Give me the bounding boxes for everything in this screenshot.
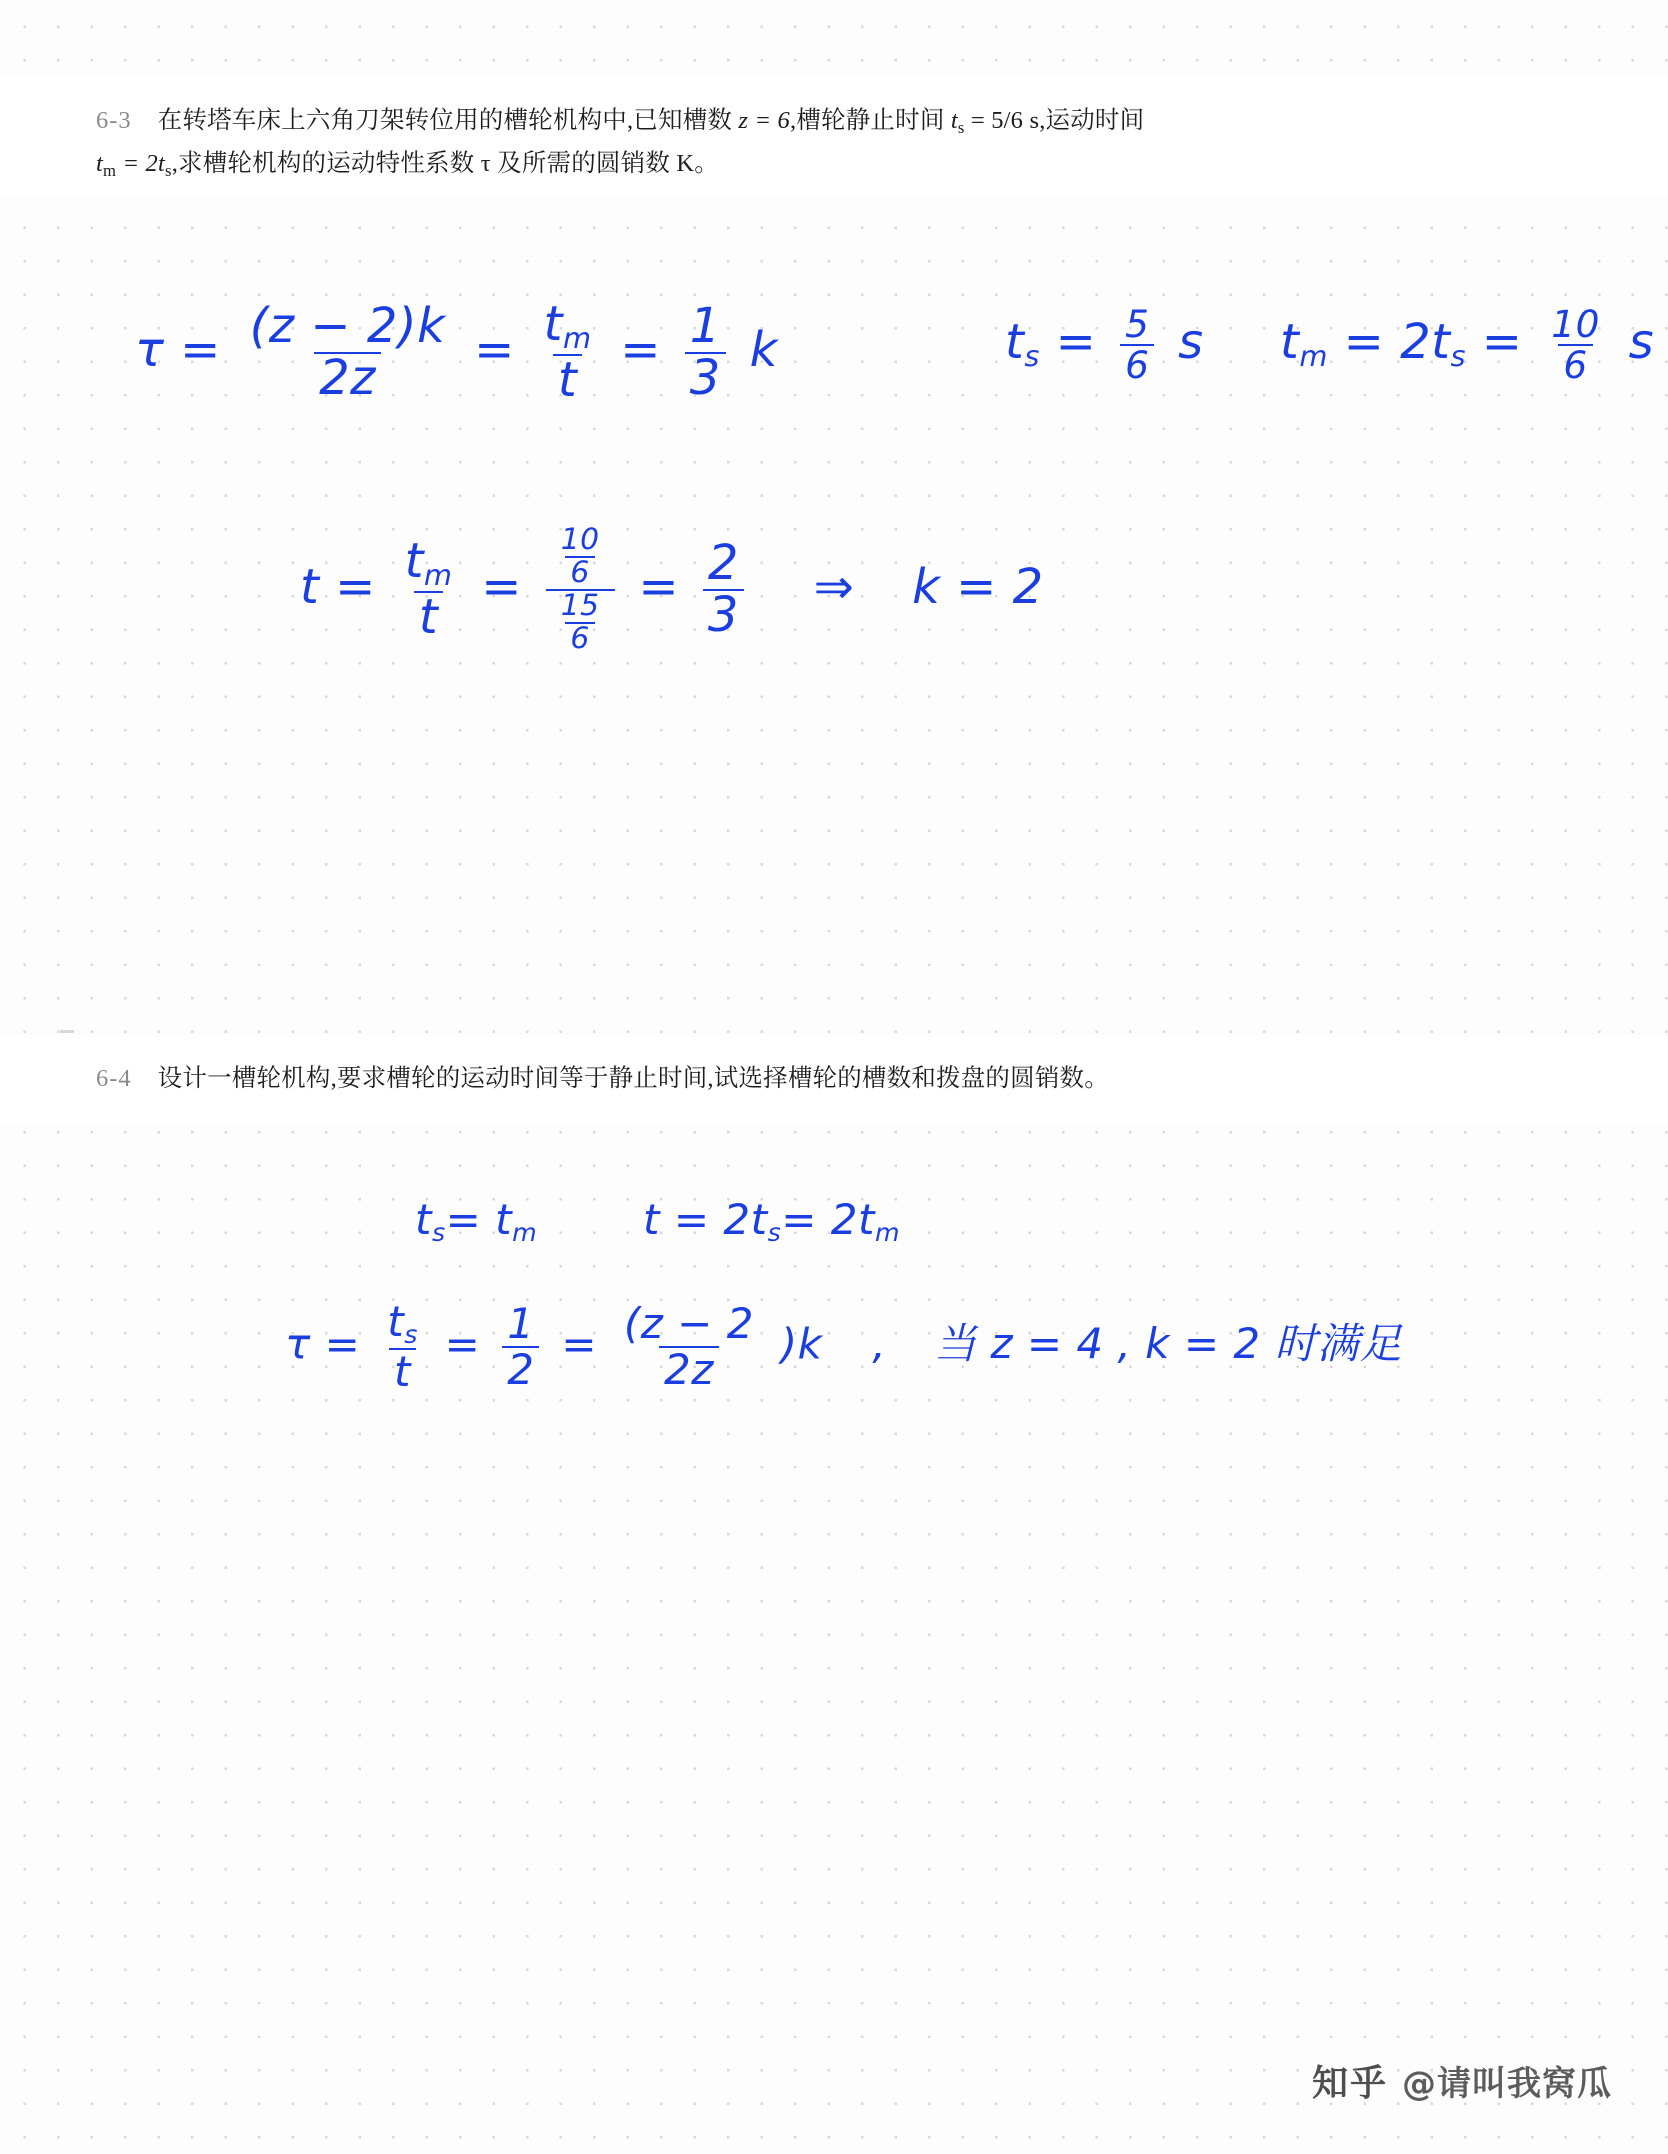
problem-6-4-text: [0, 1058, 1668, 1101]
hw-frac-three: 3: [685, 352, 726, 404]
hw64-fraction-one-half: [502, 1299, 539, 1394]
hw-tm-subscript2: s: [1450, 338, 1467, 373]
hw64-fraction-ts-over-t: [382, 1297, 423, 1397]
hw-frac-three-2: 3: [703, 589, 744, 641]
hw-fraction-two-thirds: [703, 535, 744, 643]
hw-tm-subscript: m: [1299, 338, 1328, 373]
hw-frac-six-2: 6: [1558, 344, 1592, 385]
problem-6-3-text: [0, 100, 1668, 186]
problem-6-3-tm-subscript2: s: [165, 160, 172, 180]
hw-result-6-3: k = 2: [912, 558, 1044, 615]
hw-frac-tm: tm: [543, 296, 592, 356]
hw-complex-denominator: [546, 589, 615, 655]
problem-6-3-tm-symbol: t: [96, 149, 104, 177]
problem-6-4-body: 设计一槽轮机构,要求槽轮的运动时间等于静止时间,试选择槽轮的槽数和拨盘的圆销数。: [157, 1065, 1109, 1092]
hw-implies-arrow: ⇒: [813, 558, 855, 615]
problem-number-6-3: 6-3: [96, 107, 132, 134]
hw-tau-symbol: τ: [135, 321, 165, 378]
hw64-t-sub2: m: [874, 1218, 900, 1248]
hw-equals-5: =: [481, 558, 522, 615]
hw-tm-unit: s: [1628, 313, 1655, 370]
hw64-frac-t: t: [389, 1348, 416, 1394]
hw-frac-six: 6: [1120, 344, 1154, 385]
hw-equals-3: =: [620, 321, 661, 378]
handwriting-6-3-line1: [135, 296, 778, 408]
handwriting-6-4-line2: [285, 1297, 1402, 1397]
handwriting-6-3-ts-value: [1005, 302, 1204, 387]
hw-equals-1: =: [180, 321, 221, 378]
hw-k-symbol: k: [749, 321, 778, 378]
problem-6-3-line2-end: ,求槽轮机构的运动特性系数 τ 及所需的圆销数 K。: [171, 149, 719, 177]
hw-inner-frac-10-6: $\frac{10}{6}$: [560, 522, 600, 590]
hw-frac-one: 1: [689, 298, 721, 355]
hw64-t-eq: t = 2t: [643, 1195, 768, 1244]
problem-number-6-4: 6-4: [96, 1065, 132, 1092]
problem-6-3-tm-subscript: m: [103, 160, 117, 180]
problem-6-3-line1-prefix: 在转塔车床上六角刀架转位用的槽轮机构中,已知槽数: [157, 107, 739, 134]
hw-ts-unit: s: [1178, 313, 1204, 370]
hw-fraction-five-sixths: [1120, 302, 1154, 387]
hw64-ts-eq: = t: [445, 1195, 513, 1244]
hw-frac-ten: 10: [1551, 302, 1600, 346]
hw64-equals-1: =: [324, 1319, 361, 1369]
hw-frac-tm-2: tm: [404, 532, 453, 593]
hw64-t-eq2: = 2t: [781, 1195, 875, 1244]
watermark-username: @请叫我窝瓜: [1402, 2064, 1612, 2104]
hw-tm-equals2: =: [1481, 313, 1523, 370]
hw64-t-sub: s: [767, 1218, 782, 1248]
problem-6-3-tm-value: = 2t: [116, 149, 166, 177]
problem-6-3-ts-value: = 5/6 s: [964, 107, 1040, 134]
hw-frac-t-2: t: [414, 591, 443, 643]
hw64-frac-ts: ts: [387, 1297, 418, 1350]
hw-tm-equals: = 2t: [1343, 313, 1451, 370]
problem-6-3-line1-mid: ,槽轮静止时间: [790, 107, 951, 134]
hw-frac-five: 5: [1125, 302, 1150, 346]
hw-frac-t: t: [553, 354, 582, 406]
hw-ts-symbol: t: [1005, 313, 1025, 370]
hw64-frac-close: )k: [780, 1319, 823, 1369]
hw64-frac-one: 1: [507, 1299, 535, 1349]
hw-fraction-formula: [245, 298, 451, 406]
hw64-fraction-formula: [619, 1299, 759, 1394]
hw-fraction-tm-over-t: [539, 296, 597, 408]
hw-tm-symbol: t: [1280, 313, 1300, 370]
hw-ts-subscript: s: [1024, 338, 1040, 373]
hw64-comma: ,: [872, 1319, 887, 1369]
hw64-frac-num: (z − 2: [623, 1299, 754, 1349]
hw64-frac-two: 2: [502, 1346, 539, 1392]
hw-fraction-ten-sixths: [1546, 302, 1605, 387]
hw64-conclusion: 当 z = 4 , k = 2 时满足: [934, 1319, 1402, 1369]
hw64-ts: t: [415, 1195, 432, 1244]
hw-frac-denominator: 2z: [314, 352, 381, 404]
hw-equals-4: =: [335, 558, 376, 615]
page-edge-mark: [60, 1030, 74, 1033]
hw-t-symbol-2: t: [300, 558, 320, 615]
hw-frac-numerator: (z − 2)k: [249, 298, 446, 355]
problem-6-3-ts-subscript: s: [957, 117, 965, 137]
hw64-tau: τ: [285, 1319, 311, 1369]
handwriting-6-3-line2: [300, 522, 1044, 656]
hw64-equals-3: =: [561, 1319, 598, 1369]
hw64-ts-sub2: m: [512, 1218, 538, 1248]
hw-complex-fraction: [546, 522, 615, 656]
problem-6-3-z-value: z = 6: [738, 107, 790, 134]
hw-equals-2: =: [474, 321, 515, 378]
hw64-equals-2: =: [444, 1319, 481, 1369]
hw64-ts-sub: s: [431, 1218, 446, 1248]
hw-fraction-tm-over-t-2: [400, 532, 458, 645]
hw-fraction-one-third: [685, 298, 726, 406]
hw-frac-two: 2: [707, 535, 739, 591]
hw-complex-numerator: [546, 522, 615, 590]
problem-6-3-line1-end: ,运动时间: [1039, 107, 1145, 134]
hw64-frac-den: 2z: [659, 1346, 719, 1392]
handwriting-6-3-tm-value: [1280, 302, 1655, 387]
problem-6-3-ts-symbol: t: [950, 107, 958, 134]
hw-equals-6: =: [638, 558, 680, 615]
zhihu-logo: 知乎: [1311, 2063, 1388, 2104]
watermark: [1312, 2055, 1612, 2106]
hw-inner-frac-15-6: $\frac{15}{6}$: [560, 587, 600, 656]
hw-ts-equals: =: [1055, 313, 1097, 370]
handwriting-6-4-line1: [415, 1195, 900, 1247]
